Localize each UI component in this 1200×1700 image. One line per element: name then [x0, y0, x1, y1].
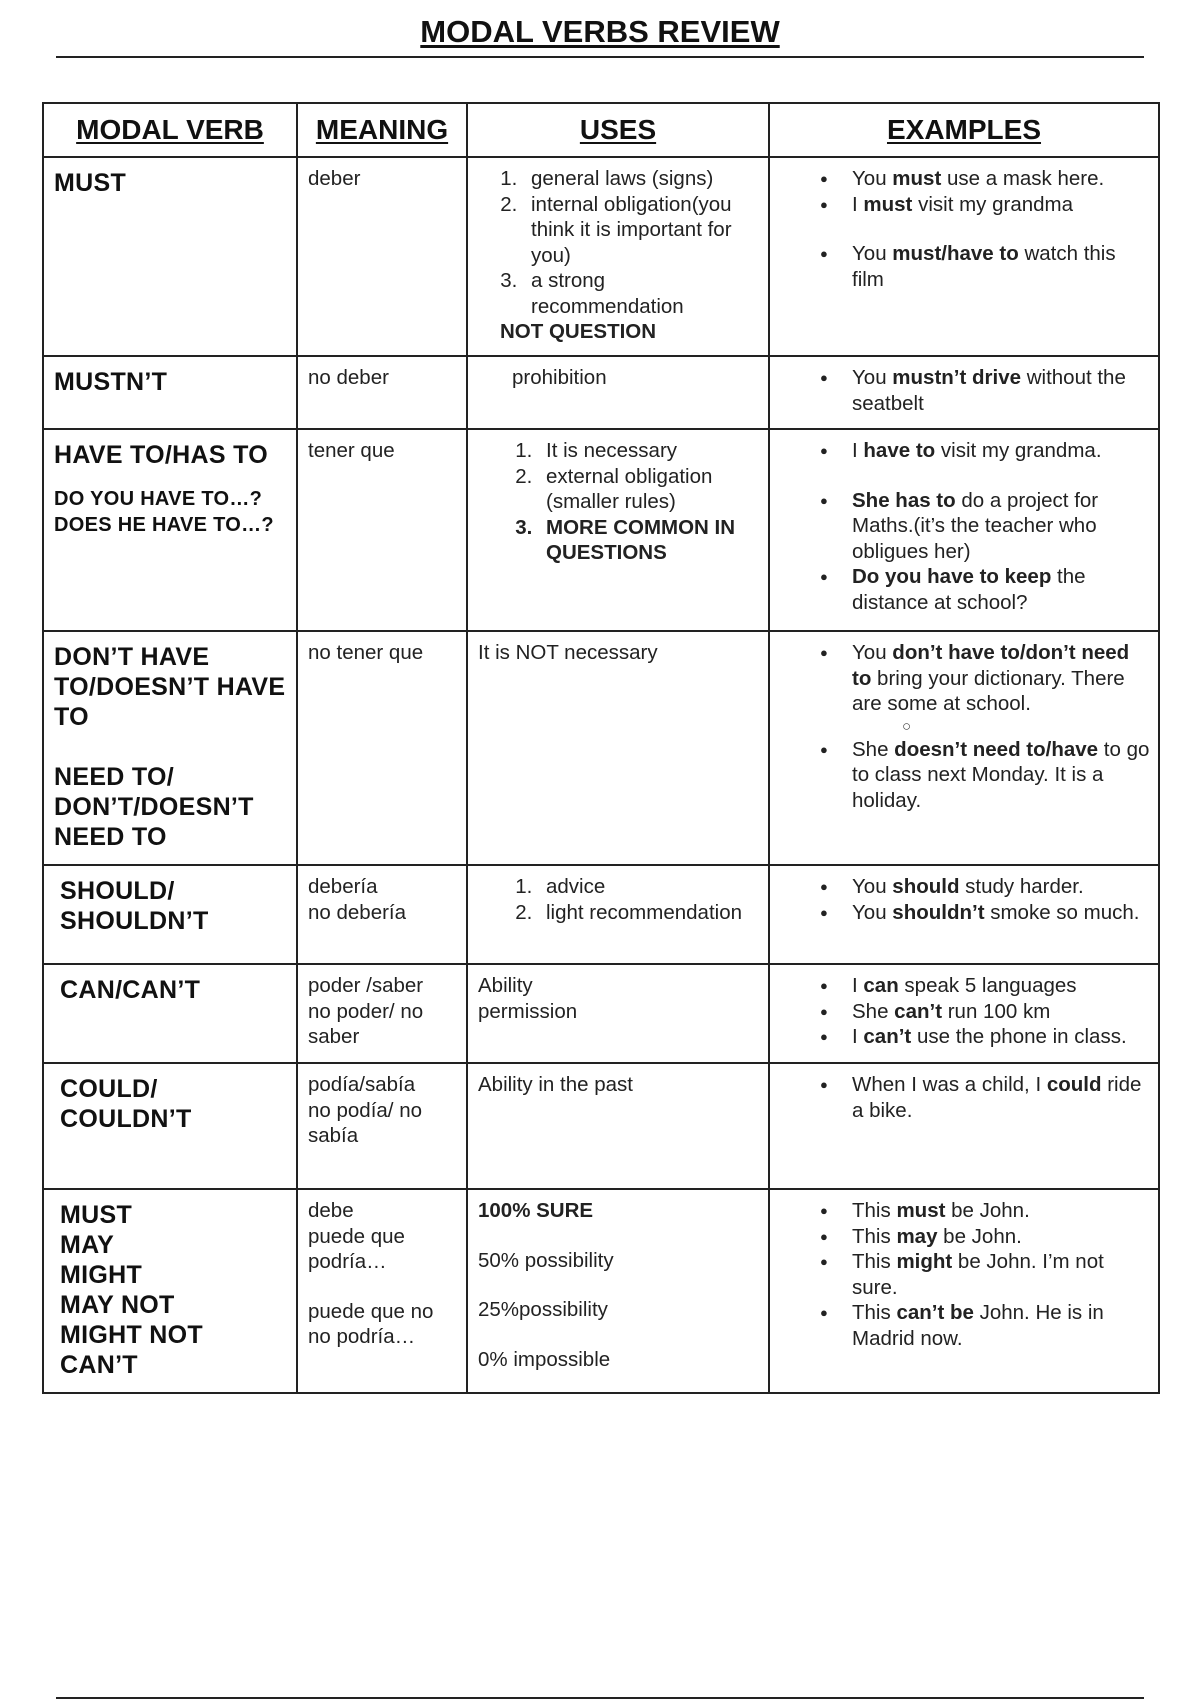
header-uses: USES: [467, 103, 769, 157]
header-examples: EXAMPLES: [769, 103, 1159, 157]
example-item: ● This may be John.: [852, 1224, 1150, 1250]
example-item: ● You don’t have to/don’t need to bring your dictionary. There are some at school.: [852, 640, 1150, 717]
header-meaning: MEANING: [297, 103, 467, 157]
meaning-probability: debe puede que podría… puede que no no podría…: [308, 1199, 434, 1348]
meaning-should: debería no debería: [308, 875, 407, 924]
example-item: ● I can speak 5 languages: [852, 973, 1150, 999]
meaning-could: podía/sabía no podía/ no sabía: [308, 1073, 422, 1147]
example-item: ● When I was a child, I could ride a bike.: [852, 1072, 1150, 1123]
example-item: ● You must/have to watch this film: [852, 241, 1150, 292]
uses-can: Ability permission: [478, 974, 578, 1023]
example-item: ● I have to visit my grandma.: [852, 438, 1150, 464]
example-item: ● I can’t use the phone in class.: [852, 1024, 1150, 1050]
example-item: ● This can’t be John. He is in Madrid now.: [852, 1300, 1150, 1351]
example-item: ● You must use a mask here.: [852, 166, 1150, 192]
verb-mustnt: MUSTN’T: [54, 368, 168, 396]
row-have-to: [43, 429, 1159, 631]
verb-have-to: HAVE TO/HAS TO DO YOU HAVE TO…? DOES HE HAVE TO…?: [44, 430, 296, 544]
verb-could: COULD/ COULDN’T: [60, 1075, 192, 1133]
uses-list: [478, 166, 760, 319]
verb-should: SHOULD/ SHOULDN’T: [60, 877, 209, 935]
meaning-have-to: tener que: [308, 439, 395, 462]
row-dont-have-to: [43, 631, 1159, 865]
use-item: 1. advice: [538, 874, 760, 900]
example-item: ● She doesn’t need to/have to go to class next Monday. It is a holiday.: [852, 737, 1150, 814]
meaning-must: deber: [308, 167, 361, 190]
examples-dont-have-to: [770, 632, 1158, 821]
uses-have-to: [468, 430, 768, 574]
examples-probability: [770, 1190, 1158, 1359]
uses-probability: 100% SURE 50% possibility 25%possibility 0% impossible: [478, 1199, 614, 1371]
meaning-dont-have-to: no tener que: [308, 641, 424, 664]
row-can: [43, 964, 1159, 1063]
uses-list: [478, 874, 760, 925]
row-could: [43, 1063, 1159, 1189]
use-item: 2. light recommendation: [538, 900, 760, 926]
example-item: ● This must be John.: [852, 1198, 1150, 1224]
use-item: 2. external obligation (smaller rules): [538, 464, 760, 515]
example-item: ● She can’t run 100 km: [852, 999, 1150, 1025]
example-item: ● You mustn’t drive without the seatbelt: [852, 365, 1150, 416]
example-item: ● You shouldn’t smoke so much.: [852, 900, 1150, 926]
meaning-can: poder /saber no poder/ no saber: [308, 974, 424, 1048]
row-mustnt: [43, 356, 1159, 429]
use-item: 1. general laws (signs): [523, 166, 760, 192]
examples-mustnt: [770, 357, 1158, 424]
use-item: 2. internal obligation(you think it is important for you): [523, 192, 760, 269]
examples-can: [770, 965, 1158, 1058]
examples-should: [770, 866, 1158, 933]
meaning-mustnt: no deber: [308, 366, 389, 389]
verb-can: CAN/CAN’T: [60, 976, 201, 1004]
examples-must: [770, 158, 1158, 300]
use-item: 3. MORE COMMON IN QUESTIONS: [538, 515, 760, 566]
modal-verbs-table: [42, 102, 1160, 1394]
example-item: ● She has to do a project for Maths.(it’s the teacher who obligues her): [852, 488, 1150, 565]
row-must: [43, 157, 1159, 356]
example-item: ● Do you have to keep the distance at school?: [852, 564, 1150, 615]
example-item: ● You should study harder.: [852, 874, 1150, 900]
uses-should: [468, 866, 768, 933]
uses-must: [468, 158, 768, 353]
header-row: [43, 103, 1159, 157]
top-rule: [56, 56, 1144, 58]
bottom-rule: [56, 1697, 1144, 1699]
example-item: ● I must visit my grandma: [852, 192, 1150, 218]
question-form: DOES HE HAVE TO…?: [54, 514, 274, 536]
verb-probability: MUST MAY MIGHT MAY NOT MIGHT NOT CAN’T: [60, 1201, 203, 1379]
uses-dont-have-to: It is NOT necessary: [478, 641, 658, 664]
example-item: ● This might be John. I’m not sure.: [852, 1249, 1150, 1300]
verb-must: MUST: [54, 169, 127, 197]
header-modal-verb: MODAL VERB: [43, 103, 297, 157]
uses-list: [478, 438, 760, 566]
uses-mustnt: prohibition: [512, 366, 607, 389]
examples-have-to: [770, 430, 1158, 623]
use-item: 3. a strong recommendation: [523, 268, 760, 319]
uses-note: NOT QUESTION: [500, 320, 657, 343]
row-should: [43, 865, 1159, 964]
use-item: 1. It is necessary: [538, 438, 760, 464]
page-title: MODAL VERBS REVIEW: [420, 14, 780, 49]
uses-could: Ability in the past: [478, 1073, 633, 1096]
question-form: DO YOU HAVE TO…?: [54, 488, 263, 510]
examples-could: [770, 1064, 1158, 1131]
row-probability: [43, 1189, 1159, 1393]
circle-bullet-icon: ○: [902, 717, 912, 735]
verb-dont-have-to: DON’T HAVE TO/DOESN’T HAVE TO NEED TO/ DON’T/DOESN’T NEED TO: [54, 643, 286, 851]
